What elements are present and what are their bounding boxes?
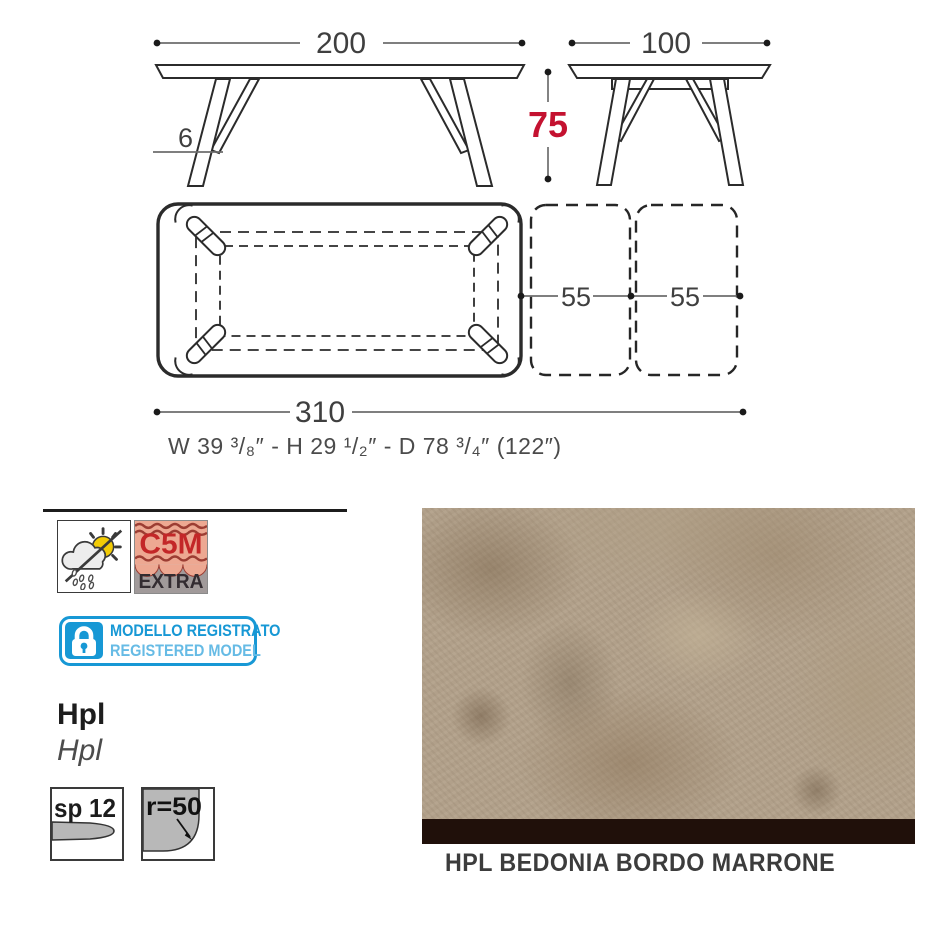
material-name: Hpl xyxy=(57,698,106,731)
imperial-dimensions: W 39 ³/₈″ - H 29 ¹/₂″ - D 78 ³/₄″ (122″) xyxy=(168,433,562,459)
depth-value: 100 xyxy=(640,27,692,60)
edge-profile-icon xyxy=(52,789,122,859)
total-length-value: 310 xyxy=(294,396,346,429)
dimension-height xyxy=(528,69,568,183)
extension-leaves xyxy=(518,205,744,375)
dimension-total xyxy=(154,396,747,429)
dimension-depth xyxy=(569,27,771,60)
section-divider xyxy=(43,509,347,512)
material-swatch xyxy=(422,508,915,844)
table-top-view xyxy=(158,201,523,379)
thickness-icon xyxy=(50,787,124,861)
registered-model-it: MODELLO REGISTRATO xyxy=(110,622,281,640)
thickness-label: sp 12 xyxy=(54,793,116,823)
swatch-edge-strip xyxy=(422,819,915,844)
radius-label: r=50 xyxy=(146,793,202,821)
lock-icon xyxy=(65,622,103,659)
registered-model-badge xyxy=(59,616,281,666)
c5m-label: C5M xyxy=(139,528,203,561)
material-name-alt: Hpl xyxy=(57,734,103,767)
c5m-extra-badge xyxy=(134,520,208,594)
outdoor-weather-icon xyxy=(57,520,131,593)
swatch-caption: HPL BEDONIA BORDO MARRONE xyxy=(445,849,836,877)
leaf2-value: 55 xyxy=(669,282,701,312)
corrosion-class-icon xyxy=(135,521,207,593)
dimension-width xyxy=(154,27,526,60)
extra-label: EXTRA xyxy=(138,570,204,593)
leg-thickness-value: 6 xyxy=(178,123,194,153)
leaf1-value: 55 xyxy=(560,282,592,312)
tabletop-front xyxy=(156,65,524,78)
table-side-view xyxy=(569,65,770,185)
registered-model-en: REGISTERED MODEL xyxy=(110,642,261,660)
table-front-view xyxy=(153,65,524,186)
corner-radius-icon xyxy=(141,787,215,861)
sun-rain-icon xyxy=(58,521,128,590)
height-value: 75 xyxy=(527,104,569,145)
tabletop-side xyxy=(569,65,770,78)
width-value: 200 xyxy=(315,27,367,60)
radius-icon-graphic xyxy=(143,789,213,859)
